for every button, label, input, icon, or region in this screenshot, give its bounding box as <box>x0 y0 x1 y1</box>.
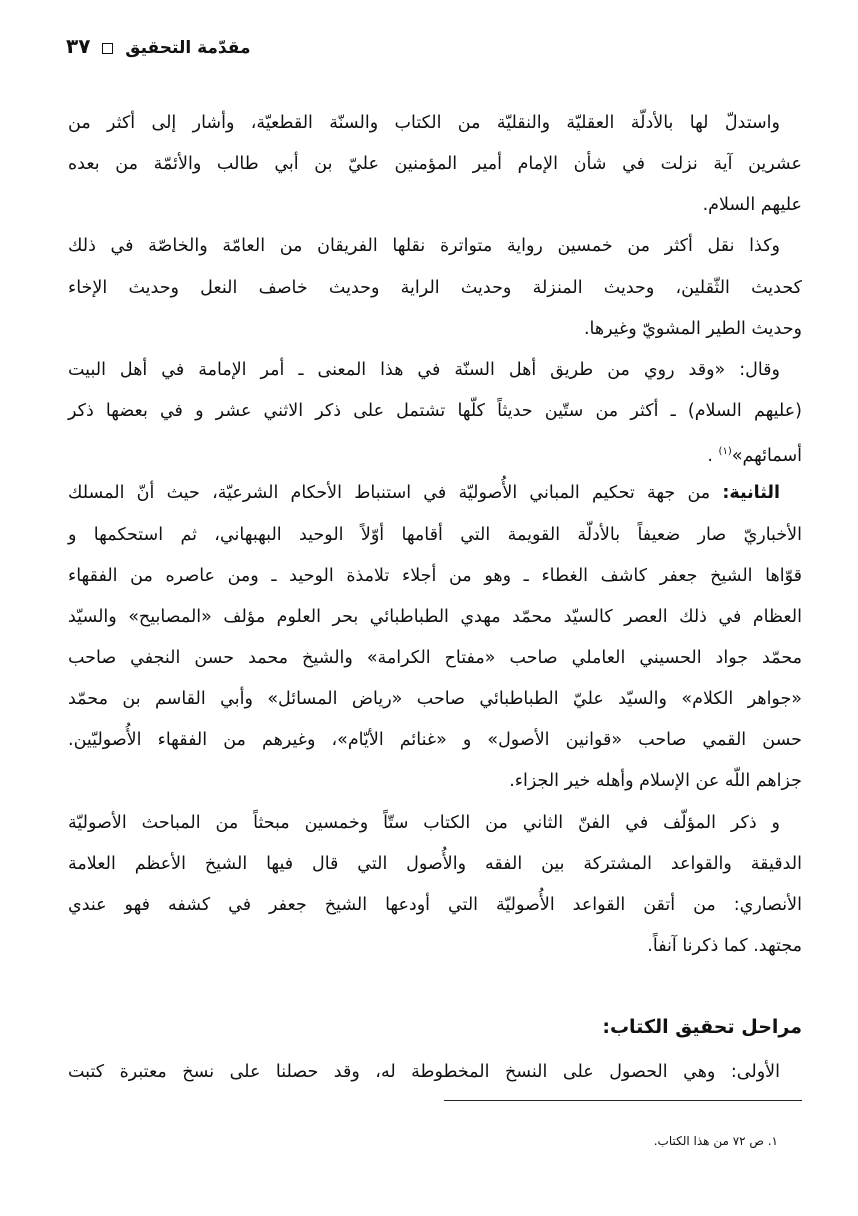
text-line <box>68 684 802 714</box>
text-line: الأولى: وهي الحصول على النسخ المخطوطة له، وقد حصلنا على نسخ معتبرة كتبت <box>68 1062 780 1082</box>
line-text: مجتهد. كما ذكرنا آنفاً. <box>647 936 802 956</box>
text-line <box>68 766 802 796</box>
text-line <box>68 849 802 879</box>
line-text: العظام في ذلك العصر كالسيّد محمّد مهدي الطباطبائي بحر العلوم مؤلف «المصابيح» والسيّد <box>68 606 802 627</box>
text-line <box>68 602 802 632</box>
paragraph-lead: الثانية: <box>722 483 780 504</box>
text-line <box>68 561 802 591</box>
line-text: كحديث الثّقلين، وحديث المنزلة وحديث الراية وحديث خاصف النعل وحديث الإخاء <box>68 277 802 298</box>
line-text: الدقيقة والقواعد المشتركة بين الفقه والأُصول التي قال فيها الشيخ الأعظم العلامة <box>68 853 802 874</box>
section-heading: مراحل تحقيق الكتاب: <box>602 1016 802 1038</box>
text-line <box>68 890 802 920</box>
line-text: الأخباريّ صار ضعيفاً بالأدلّة القويمة التي أقامها أوّلاً الوحيد البهبهاني، ثم استحكمها و <box>68 524 802 545</box>
text-line <box>68 396 802 426</box>
line-text: وكذا نقل أكثر من خمسين رواية متواترة نقلها الفريقان من العامّة والخاصّة في ذلك <box>68 236 780 257</box>
footnote-divider <box>444 1100 802 1101</box>
text-line: أسمائهم»$^{(١)}$ . <box>707 446 802 467</box>
page-number: ٣٧ <box>66 34 91 58</box>
footnote: ١. ص ٧٢ من هذا الكتاب. <box>653 1134 778 1148</box>
line-text: الأنصاري: من أتقن القواعد الأُصوليّة التي أودعها الشيخ جعفر في كشفه فهو عندي <box>68 894 802 915</box>
line-text: حسن القمي صاحب «قوانين الأصول» و «غنائم الأيّام»، وغيرهم من الفقهاء الأُصوليّين. <box>68 730 802 751</box>
line-text: جزاهم اللّه عن الإسلام وأهله خير الجزاء. <box>509 771 802 792</box>
text-line <box>68 520 802 550</box>
separator-box-icon <box>102 43 113 54</box>
text-line <box>68 808 802 838</box>
text-line <box>68 725 802 755</box>
line-text: من جهة تحكيم المباني الأُصوليّة في استنباط الأحكام الشرعيّة، حيث أنّ المسلك <box>68 483 711 504</box>
text-line <box>68 643 802 673</box>
line-text: وقال: «وقد روي من طريق أهل السنّة في هذا المعنى ـ أمر الإمامة في أهل البيت <box>68 359 780 380</box>
text-line <box>68 478 802 508</box>
text-line <box>68 931 802 961</box>
line-text: عشرين آية نزلت في شأن الإمام أمير المؤمنين عليّ بن أبي طالب والأئمّة من بعده <box>68 154 802 175</box>
line-text: أسمائهم» <box>731 446 802 467</box>
footnote-ref[interactable]: (١) <box>718 446 732 458</box>
line-text: عليهم السلام. <box>702 195 802 216</box>
line-text: قوّاها الشيخ جعفر كاشف الغطاء ـ وهو من أجلاء تلامذة الوحيد ـ ومن عاصره من الفقهاء <box>68 565 802 586</box>
text-line <box>68 355 802 385</box>
line-text: و ذكر المؤلّف في الفنّ الثاني من الكتاب ستّاً وخمسين مبحثاً من المباحث الأصوليّة <box>68 812 780 833</box>
text-line <box>68 108 802 138</box>
line-text: «جواهر الكلام» والسيّد عليّ الطباطبائي صاحب «رياض المسائل» وأبي القاسم بن محمّد <box>68 689 802 710</box>
line-text: واستدلّ لها بالأدلّة العقليّة والنقليّة من الكتاب والسنّة القطعيّة، وأشار إلى أكثر من <box>68 113 780 133</box>
line-text: محمّد جواد الحسيني العاملي صاحب «مفتاح الكرامة» والشيخ محمد حسن النجفي صاحب <box>68 647 802 668</box>
running-title: مقدّمة التحقيق <box>125 38 251 58</box>
text-line <box>68 314 802 344</box>
text-line <box>68 273 802 303</box>
text-line <box>68 190 802 220</box>
line-text: وحديث الطير المشويّ وغيرها. <box>583 318 802 339</box>
line-text: (عليهم السلام) ـ أكثر من ستّين حديثاً كلّها تشتمل على ذكر الاثني عشر و في بعضها ذكر <box>68 401 802 422</box>
text-line <box>68 149 802 179</box>
text-line <box>68 231 802 261</box>
running-header <box>66 34 251 58</box>
